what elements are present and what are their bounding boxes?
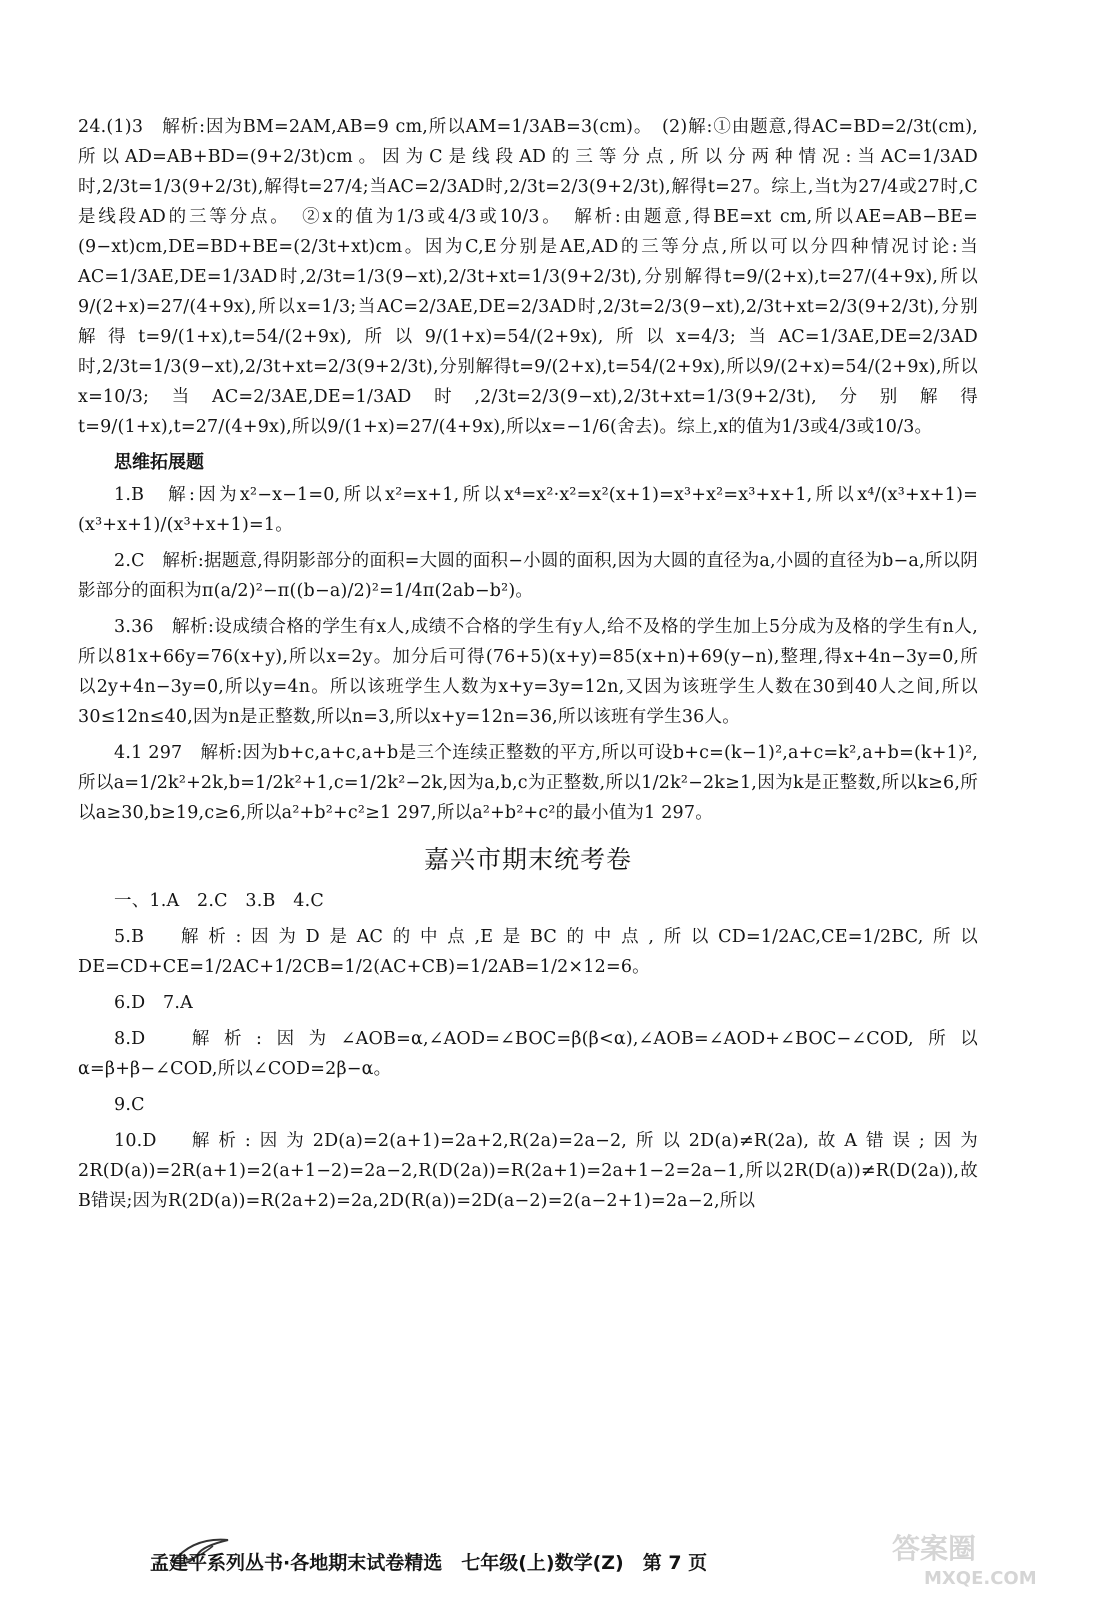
answer-paragraph: 8.D 解析:因为∠AOB=α,∠AOD=∠BOC=β(β<α),∠AOB=∠AOD+∠BOC−∠COD,所以α=β+β−∠COD,所以∠COD=2β−α。 [78,1029,978,1079]
answer-paragraph: 10.D 解析:因为2D(a)=2(a+1)=2a+2,R(2a)=2a−2,所以2D(a)≠R(2a),故A错误;因为2R(D(a))=2R(a+1)=2(a+1−2)=2a−2,R(D(2a))=R(2a+1)=2a+1−2=2a−1,所以2R(D(a))≠R(D(2a)),故B错误;因为R(2D(a))=R(2a+2)=2a,2D(R(a))=2D(a−2)=2(a−2+1)=2a−2,所以 [78,1131,978,1211]
answer-paragraph: 2.C 解析:据题意,得阴影部分的面积=大圆的面积−小圆的面积,因为大圆的直径为a,小圆的直径为b−a,所以阴影部分的面积为π(a/2)²−π((b−a)/2)²=1/4π(2ab−b²)。 [78,551,978,601]
answer-paragraph: 4.1 297 解析:因为b+c,a+c,a+b是三个连续正整数的平方,所以可设b+c=(k−1)²,a+c=k²,a+b=(k+1)²,所以a=1/2k²+2k,b=1/2k²+1,c=1/2k²−2k,因为a,b,c为正整数,所以1/2k²−2k≥1,因为k是正整数,所以k≥6,所以a≥30,b≥19,c≥6,所以a²+b²+c²≥1 297,所以a²+b²+c²的最小值为1 297。 [78,743,978,823]
answer-paragraph: 一、1.A 2.C 3.B 4.C [114,891,324,911]
answer-paragraph: 6.D 7.A [114,993,193,1013]
watermark-logo [884,1528,1084,1590]
answer-paragraph: 3.36 解析:设成绩合格的学生有x人,成绩不合格的学生有y人,给不及格的学生加上5分成为及格的学生有n人,所以81x+66y=76(x+y),所以x=2y。加分后可得(76+5)(x+y)=85(x+n)+69(y−n),整理,得x+4n−3y=0,所以2y+4n−3y=0,所以y=4n。所以该班学生人数为x+y=3y=12n,又因为该班学生人数在30到40人之间,所以30≤12n≤40,因为n是正整数,所以n=3,所以x+y=12n=36,所以该班有学生36人。 [78,617,978,727]
svg-text:答案圈: 答案圈 [892,1532,977,1565]
section-heading: 思维拓展题 [114,452,204,473]
answer-paragraph: 9.C [114,1095,145,1115]
answer-paragraph: 5.B 解析:因为D是AC的中点,E是BC的中点,所以CD=1/2AC,CE=1/2BC,所以DE=CD+CE=1/2AC+1/2CB=1/2(AC+CB)=1/2AB=1/2×12=6。 [78,927,978,977]
svg-text:MXQE.COM: MXQE.COM [924,1568,1037,1589]
answer-paragraph: 1.B 解:因为x²−x−1=0,所以x²=x+1,所以x⁴=x²·x²=x²(x+1)=x³+x²=x³+x+1,所以x⁴/(x³+x+1)=(x³+x+1)/(x³+x+1)=1。 [78,485,978,535]
page-body [78,112,978,1222]
answer-paragraph: 24.(1)3 解析:因为BM=2AM,AB=9 cm,所以AM=1/3AB=3(cm)。 (2)解:①由题意,得AC=BD=2/3t(cm),所以AD=AB+BD=(9+2/3t)cm。因为C是线段AD的三等分点,所以分两种情况:当AC=1/3AD时,2/3t=1/3(9+2/3t),解得t=27/4;当AC=2/3AD时,2/3t=2/3(9+2/3t),解得t=27。综上,当t为27/4或27时,C是线段AD的三等分点。 ②x的值为1/3或4/3或10/3。 解析:由题意,得BE=xt cm,所以AE=AB−BE=(9−xt)cm,DE=BD+BE=(2/3t+xt)cm。因为C,E分别是AE,AD的三等分点,所以可以分四种情况讨论:当AC=1/3AE,DE=1/3AD时,2/3t=1/3(9−xt),2/3t+xt=1/3(9+2/3t),分别解得t=9/(2+x),t=27/(4+9x),所以9/(2+x)=27/(4+9x),所以x=1/3;当AC=2/3AE,DE=2/3AD时,2/3t=2/3(9−xt),2/3t+xt=2/3(9+2/3t),分别解得t=9/(1+x),t=54/(2+9x),所以9/(1+x)=54/(2+9x),所以x=4/3;当AC=1/3AE,DE=2/3AD时,2/3t=1/3(9−xt),2/3t+xt=2/3(9+2/3t),分别解得t=9/(2+x),t=54/(2+9x),所以9/(2+x)=54/(2+9x),所以x=10/3;当AC=2/3AE,DE=1/3AD时,2/3t=2/3(9−xt),2/3t+xt=1/3(9+2/3t),分别解得t=9/(1+x),t=27/(4+9x),所以9/(1+x)=27/(4+9x),所以x=−1/6(舍去)。综上,x的值为1/3或4/3或10/3。 [78,117,978,437]
page-footer: 孟建平系列丛书·各地期末试卷精选 七年级(上)数学(Z) 第 7 页 [150,1552,708,1574]
exam-title: 嘉兴市期末统考卷 [423,845,632,874]
